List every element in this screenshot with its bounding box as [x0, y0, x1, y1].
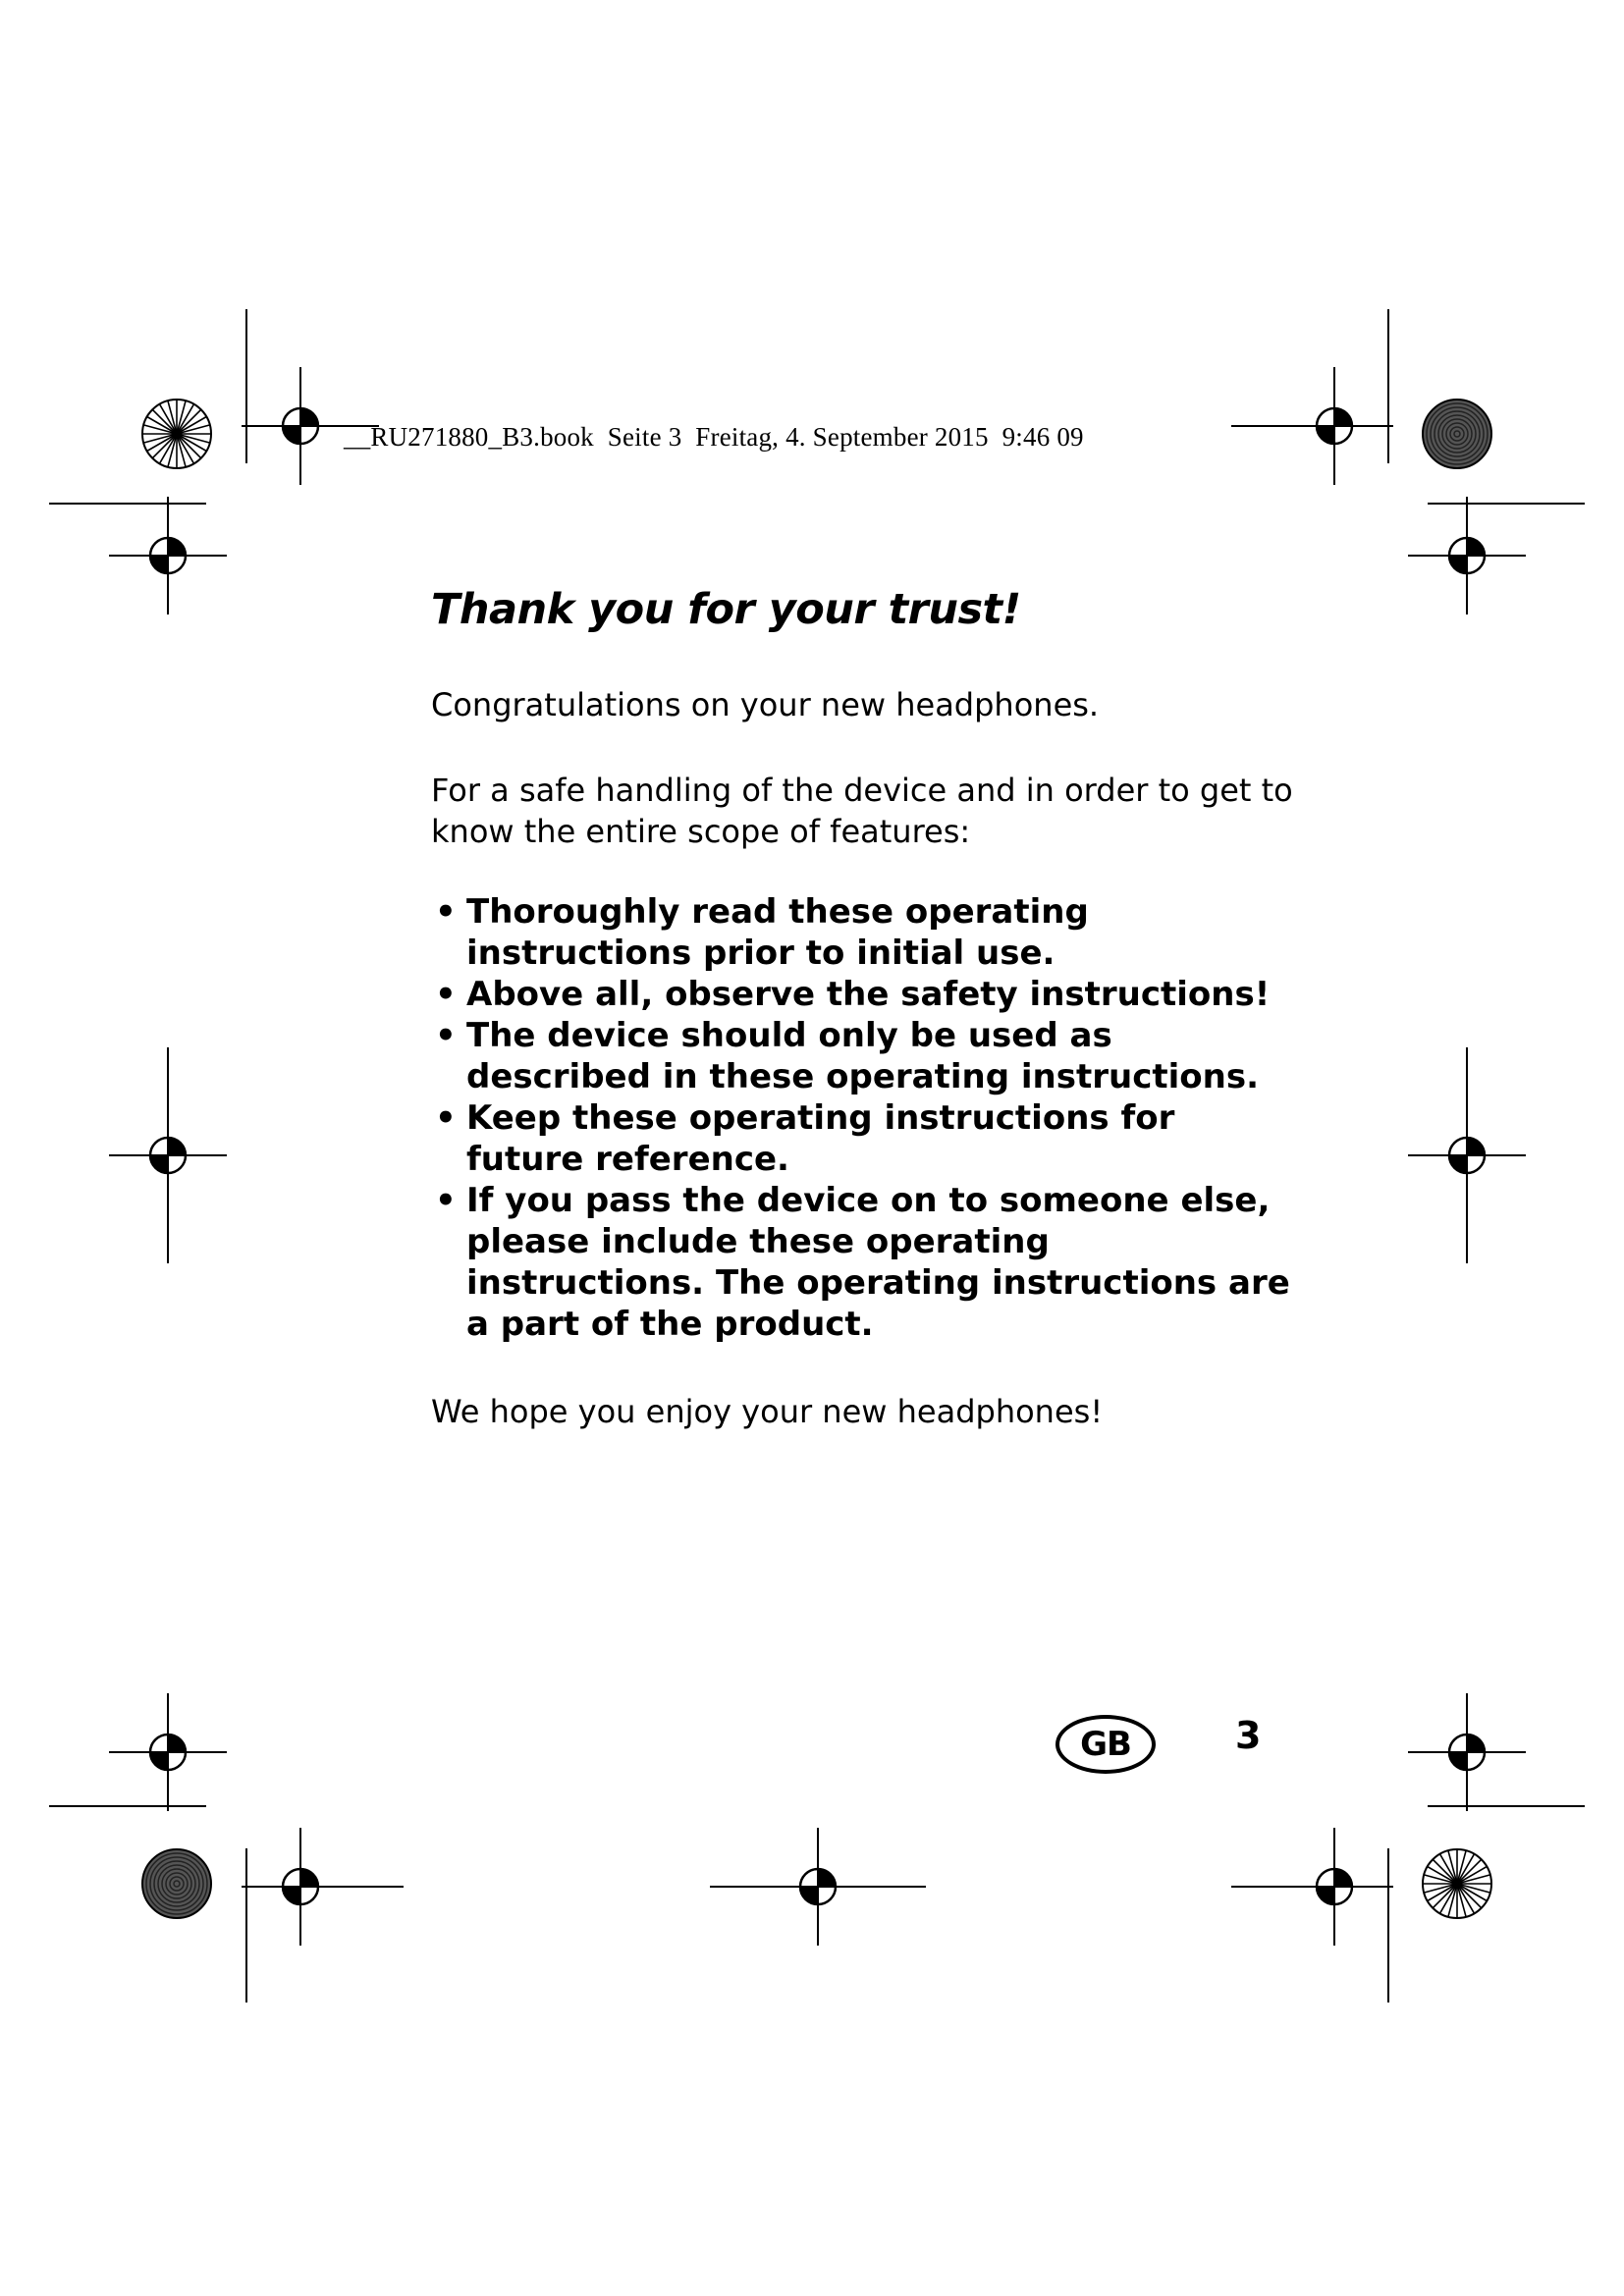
list-item: • Thoroughly read these operating instructions prior to initial use.	[431, 891, 1295, 974]
list-item: • If you pass the device on to someone else, please include these operating instructions. The operating instructions are a part of the product.	[431, 1180, 1295, 1345]
instructions-list	[431, 891, 1295, 1345]
safety-paragraph	[431, 770, 1293, 852]
list-item: • Keep these operating instructions for future reference.	[431, 1097, 1295, 1180]
closing-paragraph: We hope you enjoy your new headphones!	[431, 1393, 1104, 1430]
page-title: Thank you for your trust!	[431, 585, 1021, 634]
intro-paragraph: Congratulations on your new headphones.	[431, 686, 1100, 723]
safety-line-2: know the entire scope of features:	[431, 813, 971, 850]
list-item: • Above all, observe the safety instructions!	[431, 974, 1295, 1015]
list-item: • The device should only be used as described in these operating instructions.	[431, 1015, 1295, 1097]
safety-line-1: For a safe handling of the device and in order to get to	[431, 772, 1293, 809]
print-header: __RU271880_B3.book Seite 3 Freitag, 4. September 2015 9:46 09	[344, 422, 1084, 452]
page-number: 3	[1235, 1714, 1262, 1757]
language-badge: GB	[1056, 1715, 1156, 1774]
